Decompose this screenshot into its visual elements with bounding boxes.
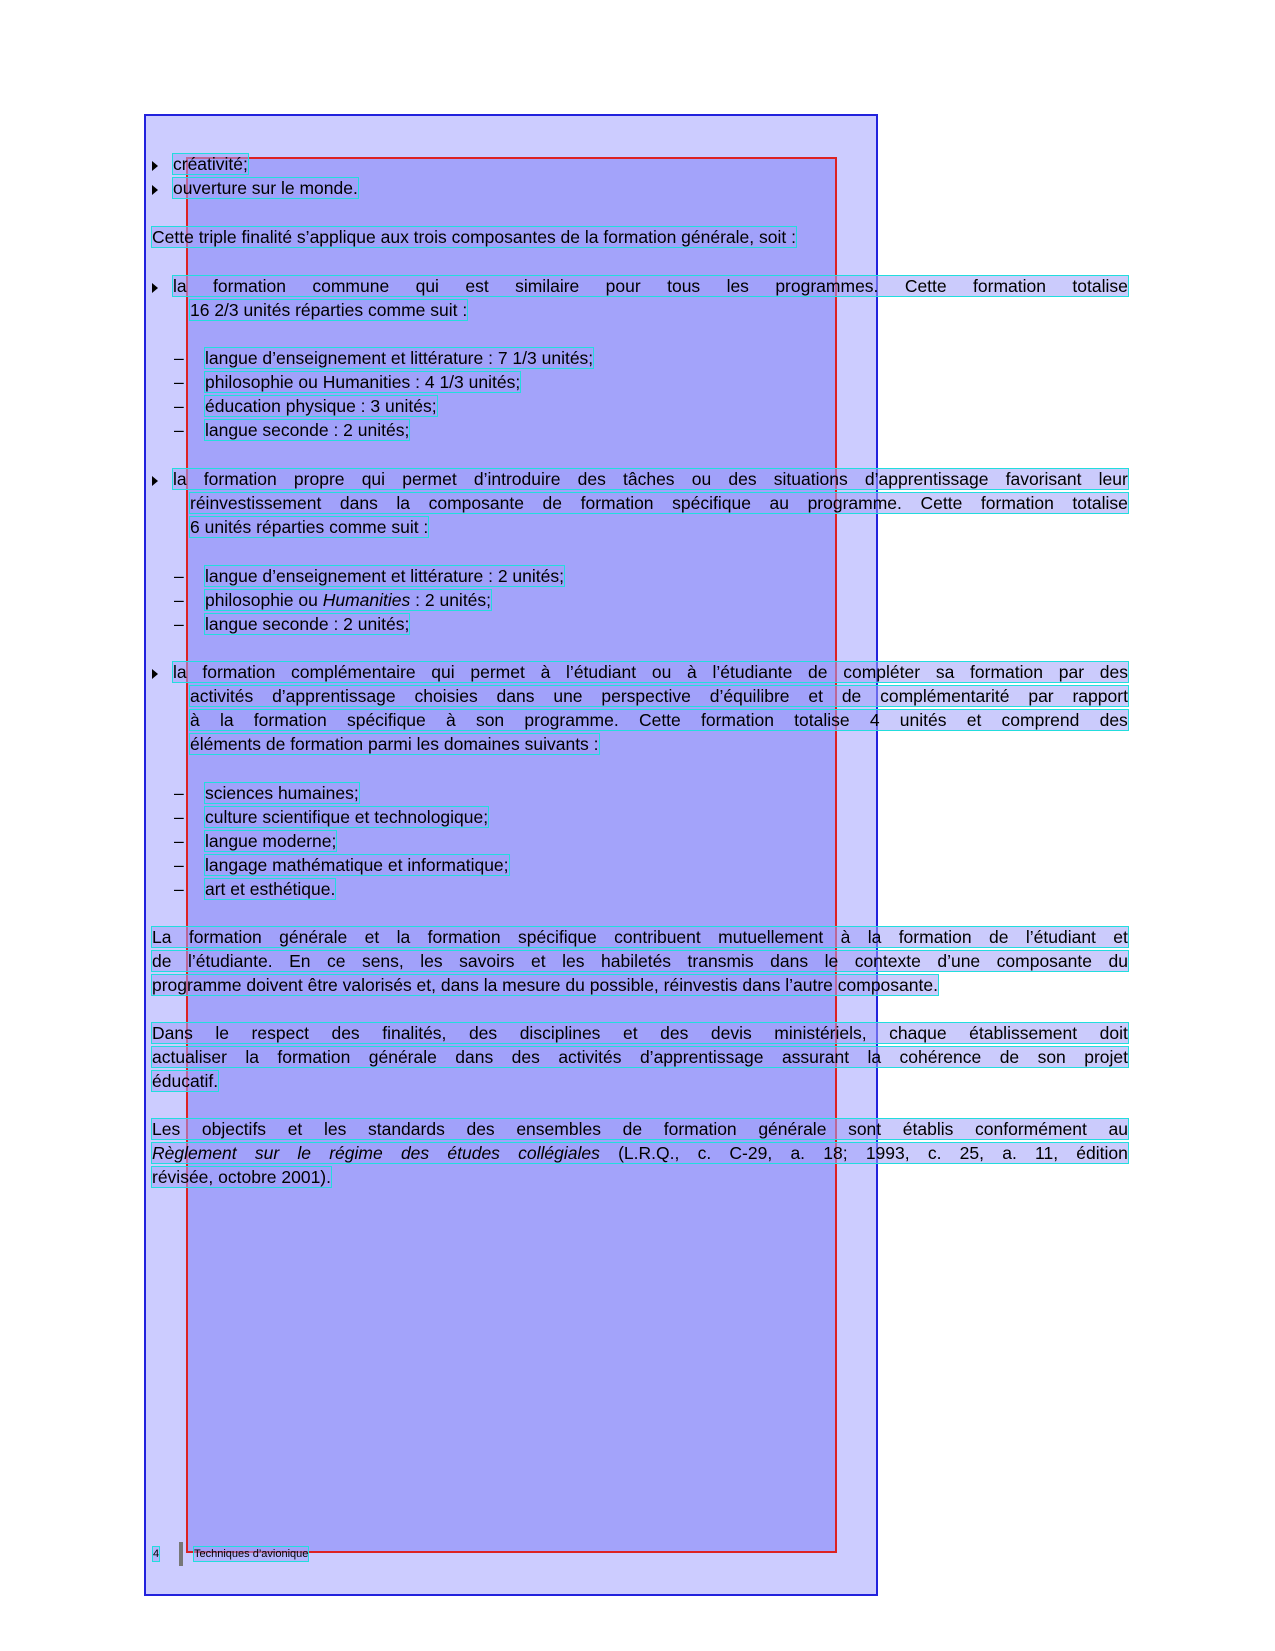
propre-item-suffix: : 2 unités;	[410, 590, 492, 610]
word: la	[245, 1047, 259, 1067]
word: son	[475, 710, 505, 730]
word: formation	[663, 1119, 737, 1139]
italic-word: régime	[329, 1143, 383, 1163]
word: objectifs	[201, 1119, 267, 1139]
word: de	[808, 662, 828, 682]
italic-word: le	[297, 1143, 312, 1163]
word: perspective	[601, 686, 691, 706]
word: Les	[152, 1119, 181, 1139]
word: transmis	[687, 951, 754, 971]
word: activités	[190, 686, 254, 706]
dash-icon: –	[174, 855, 184, 875]
word: tous	[667, 276, 701, 296]
italic-word: des	[400, 1143, 430, 1163]
word: activités	[558, 1047, 622, 1067]
word: de	[542, 493, 563, 513]
word: par	[1028, 686, 1054, 706]
word: à	[190, 710, 200, 730]
word: programmes.	[775, 276, 879, 296]
word: une	[553, 686, 583, 706]
page-number: 4	[153, 1548, 160, 1560]
word: dans	[455, 1047, 494, 1067]
word: C-29,	[729, 1143, 773, 1163]
word: habiletés	[601, 951, 672, 971]
word: son	[1037, 1047, 1066, 1067]
word: des	[1099, 710, 1128, 730]
word: propre	[293, 469, 345, 489]
propre-line-1	[173, 469, 1128, 489]
word: (L.R.Q.,	[618, 1143, 680, 1163]
word: tâches	[623, 469, 675, 489]
word: le	[215, 1023, 230, 1043]
complementaire-item: sciences humaines;	[205, 783, 359, 803]
word: d’apprentissage	[639, 1047, 764, 1067]
dash-icon: –	[174, 783, 184, 803]
propre-line-2	[190, 493, 1128, 513]
word: formation	[277, 1047, 351, 1067]
word: Cette	[920, 493, 963, 513]
word: choisies	[414, 686, 478, 706]
word: la	[173, 662, 187, 682]
word: et	[622, 1023, 638, 1043]
word: réinvestissement	[190, 493, 322, 513]
word: sa	[935, 662, 955, 682]
word: de	[841, 686, 862, 706]
word: qui	[361, 469, 386, 489]
complementaire-line-4: éléments de formation parmi les domaines suivants :	[190, 734, 599, 754]
footer-separator	[179, 1542, 183, 1566]
word: unités	[899, 710, 947, 730]
word: mutuellement	[718, 927, 824, 947]
dash-icon: –	[174, 372, 184, 392]
word: formation	[253, 710, 327, 730]
word: spécifique	[346, 710, 426, 730]
word: l’étudiante	[712, 662, 793, 682]
word: programme.	[807, 493, 902, 513]
word: similaire	[515, 276, 580, 296]
word: dans	[496, 686, 535, 706]
word: comprend	[1001, 710, 1080, 730]
word: à	[446, 710, 456, 730]
word: formation	[202, 662, 276, 682]
bullet-icon	[152, 182, 160, 196]
word: formation	[188, 927, 262, 947]
word: situations	[773, 469, 848, 489]
word: cohérence	[899, 1047, 982, 1067]
italic-word: études	[447, 1143, 500, 1163]
word: formation	[970, 662, 1043, 682]
word: totalise	[1072, 276, 1128, 296]
para2-line-2	[152, 1047, 1128, 1067]
word: sens,	[361, 951, 404, 971]
bullet-icon	[152, 666, 160, 680]
dash-icon: –	[174, 348, 184, 368]
dash-icon: –	[174, 831, 184, 851]
para3-line-2	[152, 1143, 1128, 1163]
word: commune	[312, 276, 390, 296]
word: En	[289, 951, 311, 971]
para3-line-3: révisée, octobre 2001).	[152, 1167, 331, 1187]
word: chaque	[889, 1023, 947, 1043]
word: ou	[651, 662, 672, 682]
word: actualiser	[152, 1047, 227, 1067]
word: pour	[605, 276, 641, 296]
word: ou	[691, 469, 712, 489]
word: contribuent	[614, 927, 701, 947]
word: compléter	[843, 662, 921, 682]
word: finalités,	[382, 1023, 447, 1043]
word: la	[396, 493, 411, 513]
commune-item: philosophie ou Humanities : 4 1/3 unités;	[205, 372, 521, 392]
commune-item: langue d’enseignement et littérature : 7 1/3 unités;	[205, 348, 594, 368]
propre-item: langue d’enseignement et littérature : 2 unités;	[205, 566, 564, 586]
bullet-item: ouverture sur le monde.	[173, 178, 358, 198]
word: formation	[898, 927, 972, 947]
word: dans	[339, 493, 378, 513]
word: 4	[869, 710, 880, 730]
word: formation	[980, 493, 1054, 513]
word: d’apprentissage	[272, 686, 396, 706]
word: l’étudiante.	[187, 951, 273, 971]
word: projet	[1084, 1047, 1128, 1067]
word: de	[999, 1047, 1020, 1067]
word: le	[824, 951, 839, 971]
dash-icon: –	[174, 566, 184, 586]
word: de	[152, 951, 172, 971]
word: a.	[1002, 1143, 1017, 1163]
word: est	[465, 276, 489, 296]
propre-item-prefix: philosophie ou	[205, 590, 323, 610]
dash-icon: –	[174, 807, 184, 827]
word: et	[808, 686, 823, 706]
word: la	[867, 1047, 882, 1067]
word: du	[1108, 951, 1128, 971]
word: d’introduire	[473, 469, 561, 489]
italic-word: sur	[254, 1143, 280, 1163]
para1-line-2	[152, 951, 1128, 971]
word: au	[769, 493, 789, 513]
word: 1993,	[865, 1143, 910, 1163]
word: générale	[758, 1119, 827, 1139]
bullet-icon	[152, 280, 160, 294]
italic-word: Règlement	[152, 1143, 237, 1163]
bullet-icon	[152, 158, 160, 172]
word: la	[396, 927, 411, 947]
word: qui	[431, 662, 455, 682]
word: à	[687, 662, 697, 682]
word: respect	[251, 1023, 309, 1043]
word: disciplines	[519, 1023, 601, 1043]
word: Cette	[904, 276, 947, 296]
word: l’étudiant	[1025, 927, 1096, 947]
complementaire-item: culture scientifique et technologique;	[205, 807, 489, 827]
word: établis	[902, 1119, 954, 1139]
word: rapport	[1072, 686, 1128, 706]
dash-icon: –	[174, 879, 184, 899]
word: et	[1113, 927, 1128, 947]
word: standards	[367, 1119, 445, 1139]
word: dans	[770, 951, 809, 971]
para2-line-1	[152, 1023, 1128, 1043]
word: spécifique	[517, 927, 597, 947]
italic-word: collégiales	[518, 1143, 600, 1163]
word: La	[152, 927, 172, 947]
word: les	[323, 1119, 347, 1139]
para3-line-1	[152, 1119, 1128, 1139]
para1-line-3: programme doivent être valorisés et, dans la mesure du possible, réinvestis dans l’autre composante.	[152, 975, 938, 995]
word: ministériels,	[774, 1023, 867, 1043]
word: des	[331, 1023, 360, 1043]
word: formation	[427, 927, 501, 947]
word: à	[540, 662, 551, 682]
complementaire-line-3	[190, 710, 1128, 730]
word: devis	[710, 1023, 752, 1043]
bullet-icon	[152, 473, 160, 487]
word: par	[1058, 662, 1085, 682]
word: complémentarité	[880, 686, 1010, 706]
word: la	[867, 927, 882, 947]
intro-sentence: Cette triple finalité s’applique aux trois composantes de la formation générale, soit :	[152, 227, 796, 247]
commune-line-1	[173, 276, 1128, 296]
word: formation	[213, 276, 286, 296]
word: totalise	[1072, 493, 1128, 513]
word: des	[577, 469, 606, 489]
complementaire-item: art et esthétique.	[205, 879, 336, 899]
word: d’une	[937, 951, 981, 971]
complementaire-item: langue moderne;	[205, 831, 337, 851]
word: leur	[1098, 469, 1128, 489]
bullet-item: créativité;	[173, 154, 248, 174]
word: spécifique	[672, 493, 751, 513]
word: les	[562, 951, 585, 971]
word: formation	[580, 493, 654, 513]
word: des	[1099, 662, 1128, 682]
word: Dans	[152, 1023, 193, 1043]
complementaire-line-2	[190, 686, 1128, 706]
word: générale	[368, 1047, 437, 1067]
word: la	[173, 469, 187, 489]
commune-item: langue seconde : 2 unités;	[205, 420, 410, 440]
word: les	[420, 951, 443, 971]
para1-line-1	[152, 927, 1128, 947]
word: formation	[701, 710, 774, 730]
word: Cette	[638, 710, 681, 730]
word: composante	[428, 493, 524, 513]
word: sont	[848, 1119, 882, 1139]
propre-line-3: 6 unités réparties comme suit :	[190, 517, 429, 537]
word: générale	[279, 927, 348, 947]
word: c.	[927, 1143, 942, 1163]
commune-item: éducation physique : 3 unités;	[205, 396, 437, 416]
word: 25,	[959, 1143, 984, 1163]
word: favorisant	[1005, 469, 1082, 489]
word: 11,	[1035, 1143, 1059, 1163]
word: ce	[326, 951, 346, 971]
word: c.	[697, 1143, 712, 1163]
word: et	[531, 951, 546, 971]
word: 18;	[823, 1143, 848, 1163]
word: programme.	[524, 710, 619, 730]
word: de	[622, 1119, 643, 1139]
word: l’étudiant	[566, 662, 637, 682]
word: a.	[790, 1143, 806, 1163]
word: doit	[1099, 1023, 1128, 1043]
word: formation	[203, 469, 277, 489]
dash-icon: –	[174, 590, 184, 610]
word: des	[466, 1119, 495, 1139]
word: permet	[402, 469, 457, 489]
complementaire-line-1	[173, 662, 1128, 682]
word: la	[219, 710, 234, 730]
word: de	[989, 927, 1009, 947]
word: d’apprentissage	[864, 469, 989, 489]
word: établissement	[969, 1023, 1078, 1043]
word: et	[966, 710, 982, 730]
word: totalise	[794, 710, 850, 730]
word: et	[364, 927, 380, 947]
word: les	[726, 276, 749, 296]
dash-icon: –	[174, 614, 184, 634]
propre-item-italic: Humanities	[322, 590, 411, 610]
footer-title: Techniques d’avionique	[194, 1548, 309, 1560]
word: conformément	[975, 1119, 1087, 1139]
word: permet	[470, 662, 525, 682]
word: des	[468, 1023, 498, 1043]
word: complémentaire	[291, 662, 416, 682]
dash-icon: –	[174, 420, 184, 440]
word: ensembles	[516, 1119, 601, 1139]
word: d’équilibre	[709, 686, 790, 706]
word: édition	[1076, 1143, 1128, 1163]
word: formation	[973, 276, 1046, 296]
word: contexte	[854, 951, 921, 971]
word: des	[660, 1023, 689, 1043]
word: qui	[415, 276, 439, 296]
word: des	[728, 469, 757, 489]
dash-icon: –	[174, 396, 184, 416]
word: composante	[996, 951, 1092, 971]
propre-item: langue seconde : 2 unités;	[205, 614, 410, 634]
commune-line-2: 16 2/3 unités réparties comme suit :	[190, 300, 468, 320]
word: savoirs	[459, 951, 515, 971]
word: assurant	[781, 1047, 850, 1067]
word: à	[840, 927, 851, 947]
propre-item	[205, 590, 491, 610]
word: au	[1108, 1119, 1128, 1139]
para2-line-3: éducatif.	[152, 1071, 219, 1091]
complementaire-item: langage mathématique et informatique;	[205, 855, 509, 875]
word: et	[287, 1119, 303, 1139]
word: des	[511, 1047, 540, 1067]
word: la	[173, 276, 187, 296]
